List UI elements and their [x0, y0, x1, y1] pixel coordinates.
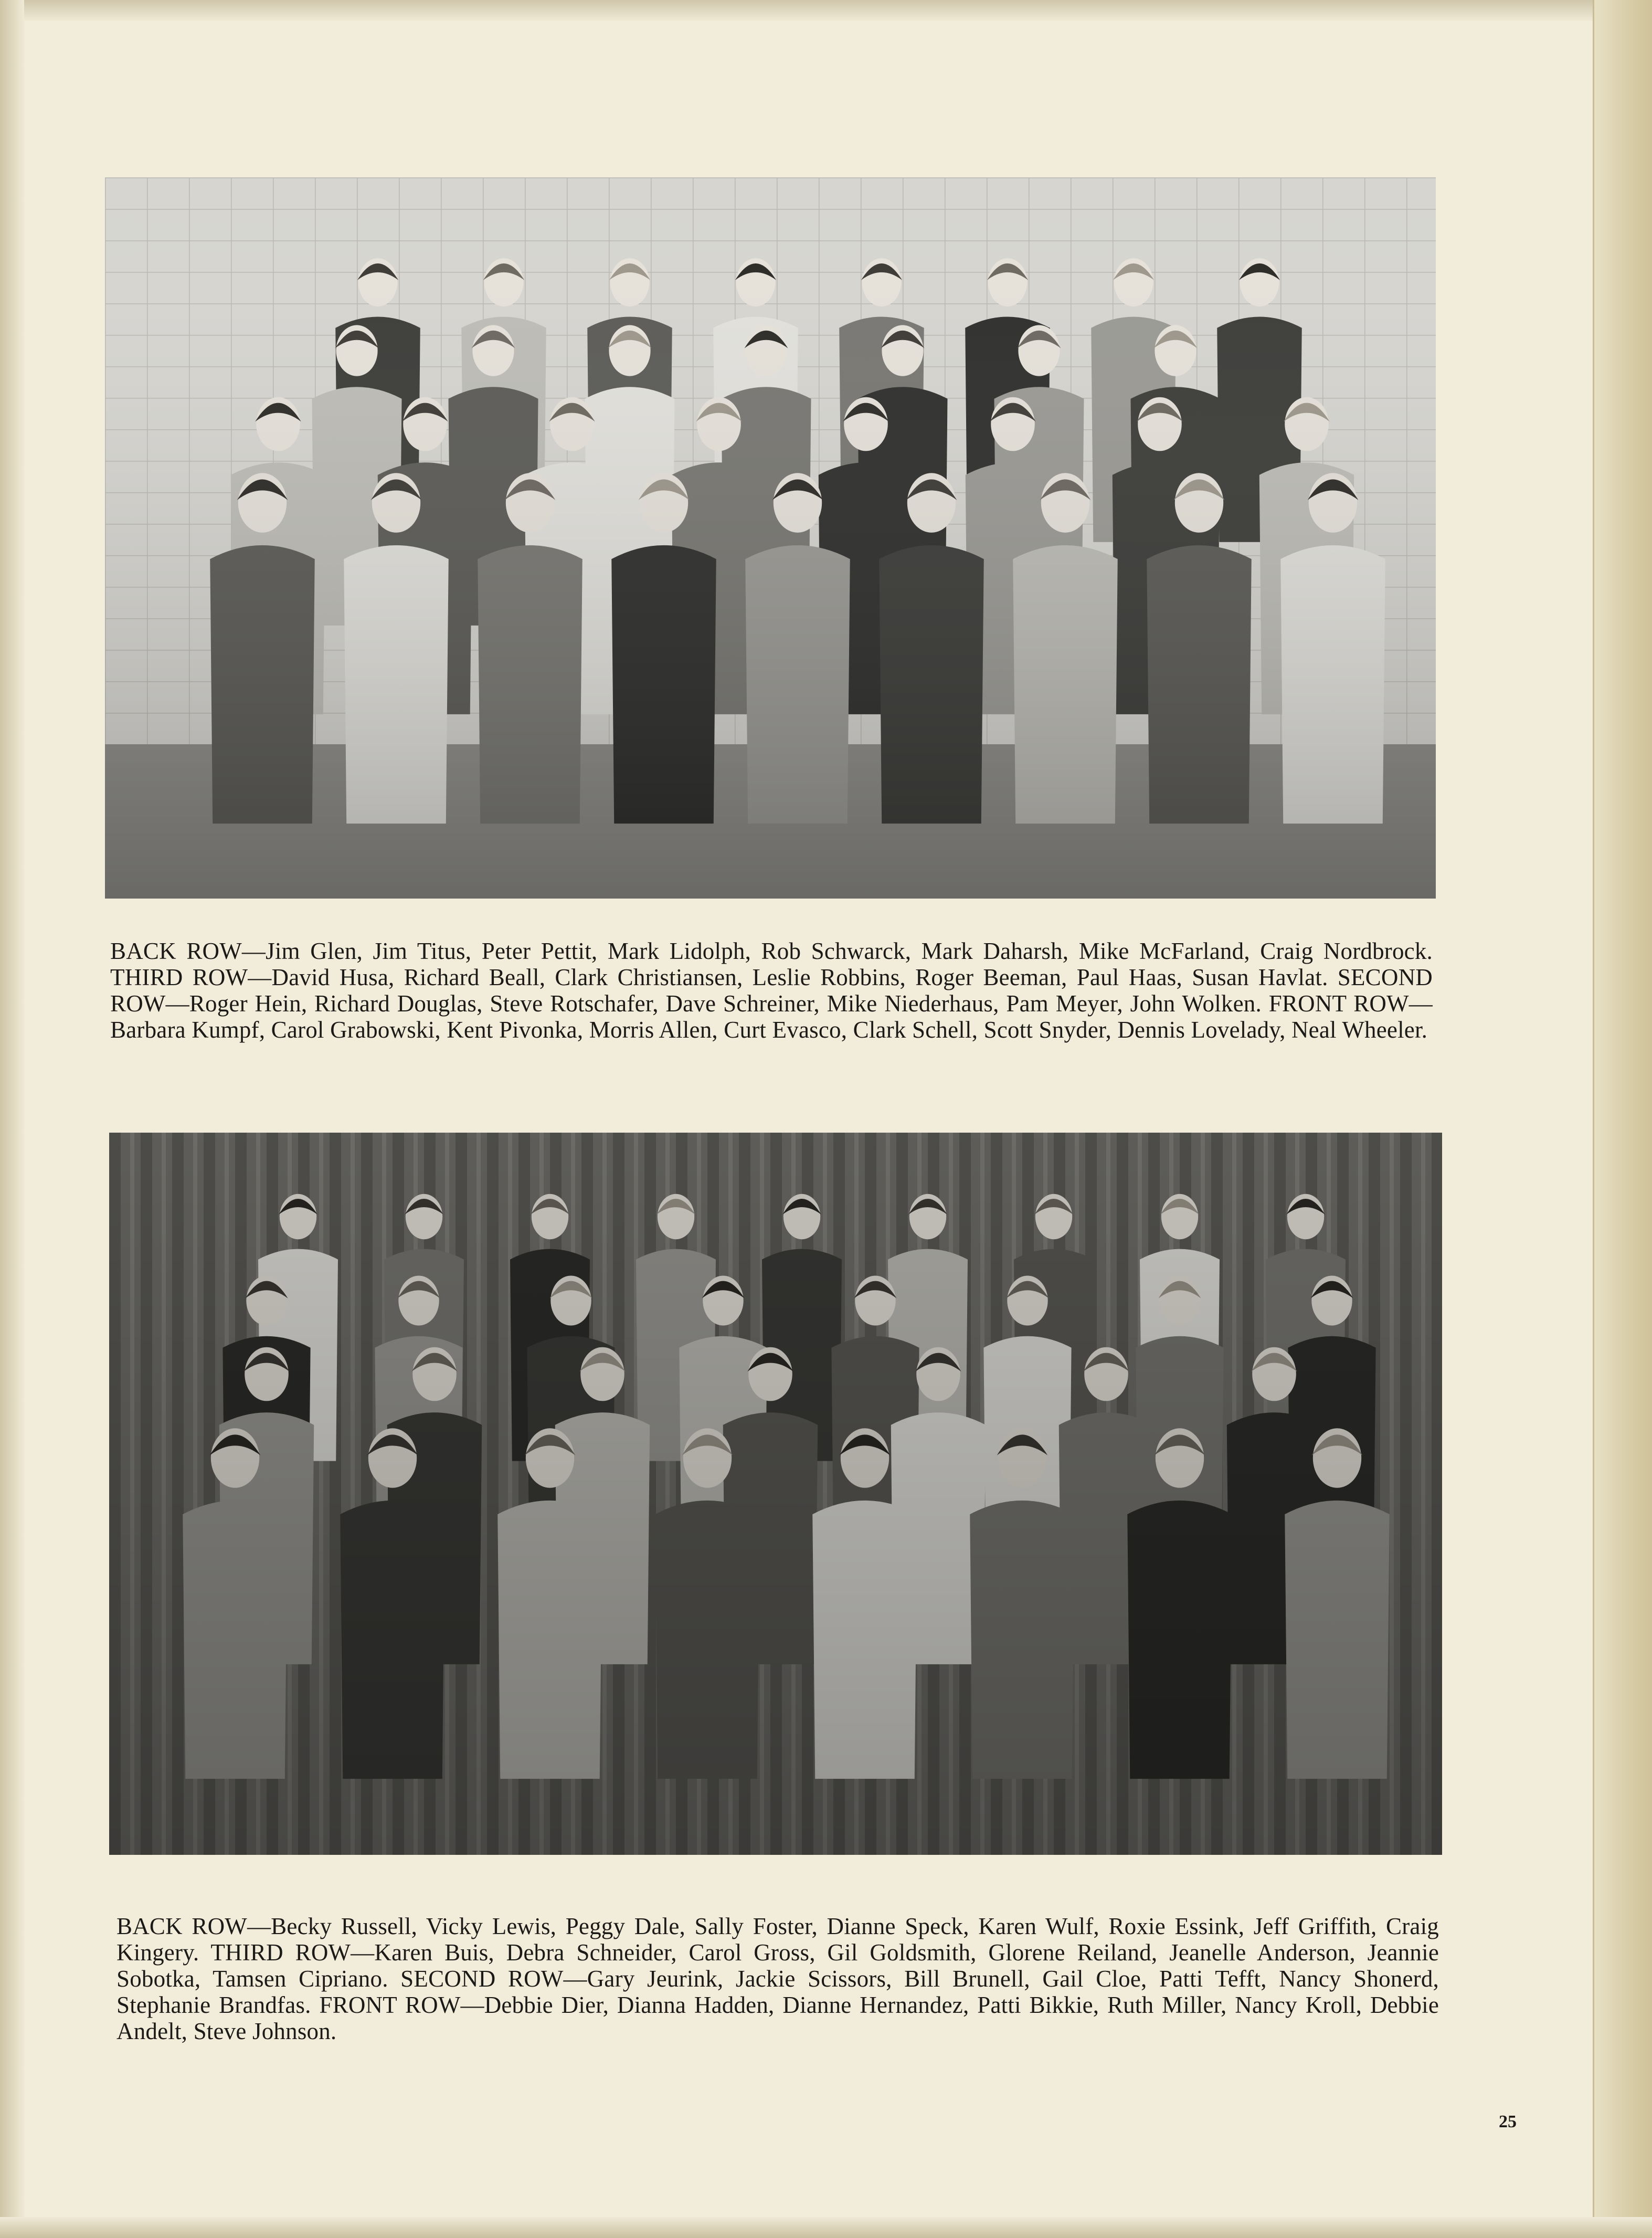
page-edge-top	[0, 0, 1652, 21]
page-edge-bottom	[0, 2217, 1652, 2238]
caption-bottom: BACK ROW—Becky Russell, Vicky Lewis, Peggy Dale, Sally Foster, Dianne Speck, Karen Wulf, Roxie Essink, Jeff Griffith, Craig Kingery. THIRD ROW—Karen Buis, Debra Schneider, Carol Gross, Gil Goldsmith, Glorene Reiland, Jeanelle Anderson, Jeannie Sobotka, Tamsen Cipriano. SECOND ROW—Gary Jeurink, Jackie Scissors, Bill Brunell, Gail Cloe, Patti Tefft, Nancy Shonerd, Stephanie Brandfas. FRONT ROW—Debbie Dier, Dianna Hadden, Dianne Hernandez, Patti Bikkie, Ruth Miller, Nancy Kroll, Debbie Andelt, Steve Johnson.	[117, 1913, 1439, 2044]
class-photo-top-image	[105, 177, 1436, 899]
class-photo-top	[105, 177, 1436, 899]
class-photo-bottom	[109, 1133, 1442, 1855]
caption-top: BACK ROW—Jim Glen, Jim Titus, Peter Pettit, Mark Lidolph, Rob Schwarck, Mark Daharsh, Mike McFarland, Craig Nordbrock. THIRD ROW—David Husa, Richard Beall, Clark Christiansen, Leslie Robbins, Roger Beeman, Paul Haas, Susan Havlat. SECOND ROW—Roger Hein, Richard Douglas, Steve Rotschafer, Dave Schreiner, Mike Niederhaus, Pam Meyer, John Wolken. FRONT ROW—Barbara Kumpf, Carol Grabowski, Kent Pivonka, Morris Allen, Curt Evasco, Clark Schell, Scott Snyder, Dennis Lovelady, Neal Wheeler.	[110, 938, 1433, 1043]
class-photo-bottom-image	[109, 1133, 1442, 1855]
page-edge-left	[0, 0, 24, 2238]
page-number: 25	[1499, 2112, 1517, 2131]
page-edge-binding	[1593, 0, 1652, 2238]
